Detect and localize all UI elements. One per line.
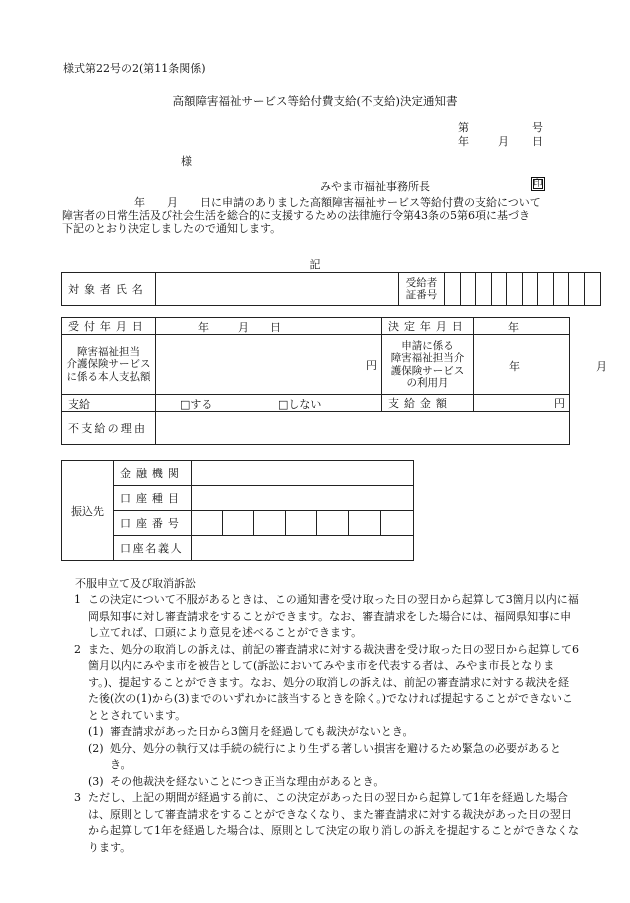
payment-amount-field[interactable] (474, 395, 570, 412)
subject-table (61, 272, 601, 306)
receipt-date-field[interactable] (156, 318, 382, 335)
self-pay-amount-field[interactable] (156, 335, 382, 395)
date-day-label: 日 (532, 135, 543, 148)
decision-table (61, 317, 607, 445)
form-number: 様式第22号の2(第11条関係) (63, 62, 206, 75)
payment-label-cell (62, 395, 156, 412)
notice-line-2: 障害者の日常生活及び社会生活を総合的に支援するための法律施行令第43条の5第6項に基づき (62, 209, 530, 222)
recipient-digit-5[interactable] (507, 273, 523, 306)
notice-line-1: 年 月 日に申請のありました高額障害福祉サービス等給付費の支給について (134, 196, 541, 209)
objection-item-1-text: この決定について不服があるときは、この通知書を受け取った日の翌日から起算して3箇月以内に福岡県知事に対し審査請求をすることができます。なお、審査請求をした場合には、福岡県知事に申し立てれば、口頭により意見を述べることができます。 (88, 593, 579, 639)
account-digit-6[interactable] (349, 511, 381, 536)
recipient-digit-1[interactable] (445, 273, 461, 306)
objection-item-1-number: 1 (74, 593, 81, 606)
usage-month-unit: 月 (596, 360, 607, 373)
recipient-digit-10[interactable] (585, 273, 601, 306)
objection-item-3 (70, 790, 580, 856)
account-number-label: 口座番号 (114, 511, 192, 536)
notice-body (62, 196, 572, 235)
recipient-digit-6[interactable] (523, 273, 538, 306)
recipient-number-label (399, 273, 445, 306)
self-pay-label-line1: 障害福祉担当 (77, 345, 140, 358)
addressee-honorific: 様 (181, 155, 192, 168)
usage-month-label-line1: 申請に係る (401, 339, 454, 352)
objection-sub-2 (70, 741, 580, 774)
date-month-label: 月 (498, 135, 509, 148)
seal-label: 印 (533, 179, 543, 189)
objection-sub-2-text: 処分、処分の執行又は手続の続行により生ずる著しい損害を避けるため緊急の必要があるとき。 (110, 741, 561, 771)
objection-item-3-text: ただし、上記の期間が経過する前に、この決定があった日の翌日から起算して1年を経過した場合は、原則として審査請求をすることができなくなり、また審査請求に対する裁決があった日の翌日から起算して1年を経過した場合は、原則として決定の取り消しの訴えを提起することができなくなります。 (88, 791, 579, 854)
account-digit-7[interactable] (381, 511, 414, 536)
objection-sub-2-number: (2) (88, 741, 104, 755)
objection-item-2-number: 2 (74, 642, 81, 656)
number-prefix: 第 (458, 121, 469, 134)
decision-year-label: 年 (508, 321, 519, 334)
receipt-date-label: 受付年月日 (62, 318, 156, 335)
account-digit-1[interactable] (192, 511, 223, 536)
bank-transfer-table (61, 460, 414, 561)
recipient-digit-2[interactable] (461, 273, 476, 306)
pay-no-checkbox[interactable]: □しない (278, 398, 322, 411)
usage-month-label-line3: 護保険サービス (390, 364, 465, 377)
recipient-digit-7[interactable] (538, 273, 554, 306)
account-type-field[interactable] (192, 486, 414, 511)
recipient-digit-3[interactable] (476, 273, 492, 306)
subject-name-field[interactable] (156, 273, 399, 306)
usage-month-label (382, 335, 474, 395)
account-digit-3[interactable] (254, 511, 286, 536)
objection-sub-3 (70, 774, 580, 791)
issuer-name: みやま市福祉事務所長 (320, 180, 430, 193)
document-title: 高額障害福祉サービス等給付費支給(不支給)決定通知書 (172, 94, 458, 108)
objection-notes (70, 592, 580, 856)
receipt-day-label: 日 (270, 321, 281, 334)
objection-sub-1-number: (1) (88, 725, 104, 738)
recipient-number-label-line1: 受給者 (405, 276, 438, 289)
account-digit-5[interactable] (317, 511, 349, 536)
decision-date-field[interactable] (474, 318, 570, 335)
bank-name-field[interactable] (192, 461, 414, 486)
payment-label: 支給 (68, 398, 90, 411)
usage-year-label: 年 (509, 360, 520, 373)
self-pay-label (62, 335, 156, 395)
account-digit-2[interactable] (223, 511, 254, 536)
self-pay-yen-unit: 円 (366, 358, 377, 372)
account-holder-label: 口座名義人 (114, 536, 192, 561)
non-payment-reason-field[interactable] (156, 412, 570, 445)
account-digit-4[interactable] (286, 511, 317, 536)
date-year-label: 年 (458, 135, 469, 148)
objection-item-2-text: また、処分の取消しの訴えは、前記の審査請求に対する裁決書を受け取った日の翌日から起算して6箇月以内にみやま市を被告として(訴訟においてみやま市を代表する者は、みやま市長となります。)、提起することができます。なお、処分の取消しの訴えは、前記の審査請求に対する裁決を経た後(次の(1)から(3)までのいずれかに該当するときを除く。)でなければ提起することができないこととされています。 (88, 642, 579, 722)
objection-sub-1-text: 審査請求があった日から3箇月を経過しても裁決がないとき。 (110, 725, 414, 738)
receipt-year-label: 年 (198, 321, 209, 334)
seal-stamp (531, 177, 545, 191)
objection-item-2 (70, 642, 580, 725)
payment-choice-cell (156, 395, 382, 412)
usage-month-label-line2: 障害福祉担当介 (390, 352, 465, 364)
usage-month-field[interactable] (474, 335, 607, 395)
objection-sub-1 (70, 724, 580, 741)
recipient-digit-8[interactable] (554, 273, 569, 306)
bank-name-label: 金融機関 (114, 461, 192, 486)
objection-heading: 不服申立て及び取消訴訟 (75, 577, 196, 590)
number-suffix: 号 (532, 121, 543, 134)
objection-item-1 (70, 592, 580, 642)
recipient-digit-4[interactable] (492, 273, 507, 306)
objection-sub-3-number: (3) (88, 774, 104, 788)
payment-amount-label: 支給金額 (382, 395, 474, 412)
recipient-number-label-line2: 証番号 (405, 289, 438, 301)
account-type-label: 口座種目 (114, 486, 192, 511)
account-holder-field[interactable] (192, 536, 414, 561)
recipient-digit-9[interactable] (569, 273, 585, 306)
receipt-month-label: 月 (238, 321, 249, 334)
pay-yes-checkbox[interactable]: □する (180, 398, 213, 411)
subject-name-label: 対象者氏名 (62, 273, 156, 306)
self-pay-label-line2: 介護保険サービス (66, 358, 151, 371)
usage-month-label-line4: の利用月 (406, 377, 449, 389)
ki-heading: 記 (309, 258, 321, 271)
objection-sub-3-text: その他裁決を経ないことにつき正当な理由があるとき。 (110, 774, 385, 788)
objection-item-3-number: 3 (74, 791, 81, 804)
transfer-label: 振込先 (62, 461, 114, 561)
non-payment-reason-label: 不支給の理由 (62, 412, 156, 445)
notice-line-3: 下記のとおり決定しましたので通知します。 (62, 222, 282, 235)
payment-yen-unit: 円 (554, 397, 565, 410)
decision-date-label: 決定年月日 (382, 318, 474, 335)
self-pay-label-line3: に係る本人支払額 (66, 370, 151, 383)
